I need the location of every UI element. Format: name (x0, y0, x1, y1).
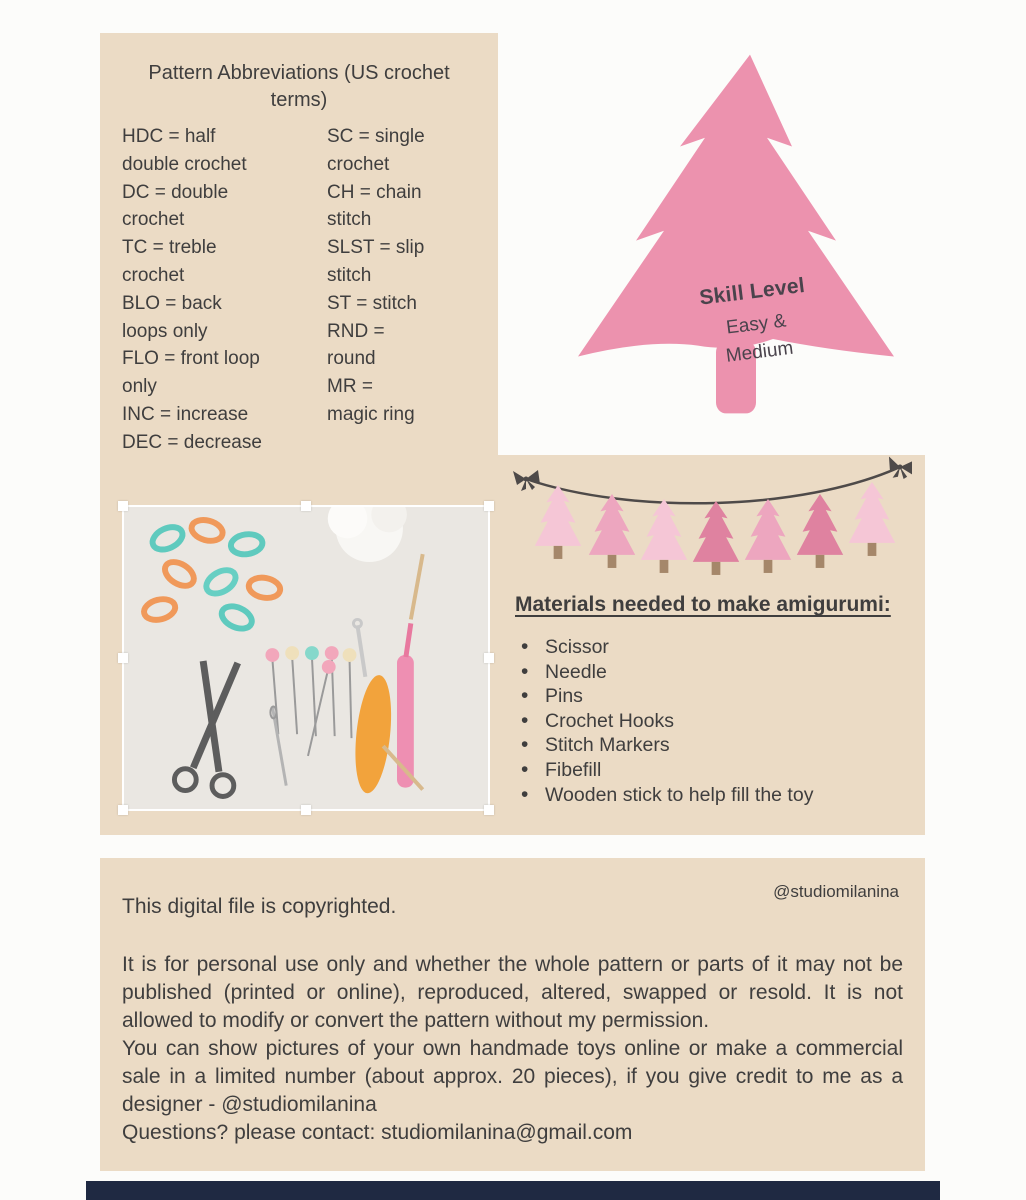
photo-handle (484, 805, 494, 815)
garland-tree (589, 494, 635, 568)
abbreviation-item: BLO = back loops only (122, 292, 222, 342)
abbreviation-item: TC = treble crochet (122, 237, 217, 286)
copyright-paragraph: You can show pictures of your own handmade toys online or make a commercial sale in a limited number (about approx. 20 pieces), if you give credit to me as a designer - @studiomilanina (122, 1037, 903, 1116)
materials-list-item: • Scissor (519, 635, 813, 660)
photo-handle (301, 501, 311, 511)
materials-list-item: • Fibefill (519, 758, 813, 783)
materials-list-item: • Stitch Markers (519, 733, 813, 758)
garland-tree (797, 494, 843, 568)
abbreviation-item: HDC = half double crochet (122, 126, 247, 175)
abbreviation-item: DC = double crochet (122, 181, 229, 231)
materials-list-item: • Needle (519, 660, 813, 685)
abbreviation-item: RND = round (327, 320, 385, 370)
footer-bar (86, 1181, 940, 1200)
materials-list-item: • Crochet Hooks (519, 709, 813, 734)
abbreviation-item: SLST = slip stitch (327, 237, 425, 286)
materials-title: Materials needed to make amigurumi: (515, 593, 891, 616)
copyright-contact: Questions? please contact: studiomilanina@gmail.com (122, 1121, 633, 1144)
abbreviations-left-column (122, 123, 270, 457)
garland-tree (535, 485, 581, 559)
photo-handle (484, 501, 494, 511)
abbreviations-panel (100, 33, 498, 457)
tree-garland (512, 453, 912, 595)
abbreviations-columns (122, 123, 498, 457)
abbreviations-right-column (327, 123, 427, 457)
garland-tree (693, 501, 739, 575)
garland-tree (849, 482, 895, 556)
instagram-handle: @studiomilanina (773, 882, 899, 901)
garland-tree (641, 499, 687, 573)
abbreviation-item: SC = single crochet (327, 126, 425, 175)
garland-string (526, 467, 900, 503)
materials-list-item: • Wooden stick to help fill the toy (519, 783, 813, 808)
abbreviation-item: CH = chain stitch (327, 181, 422, 231)
abbreviation-item: ST = stitch (327, 292, 417, 314)
abbreviation-item: DEC = decrease (122, 431, 262, 453)
copyright-paragraph: It is for personal use only and whether the whole pattern or parts of it may not be published (printed or online), reproduced, altered, swapped or resold. It is not allowed to modify or convert the pattern without my permission. (122, 953, 903, 1032)
photo-background (124, 509, 488, 808)
abbreviation-item: INC = increase (122, 403, 249, 425)
skill-level-label: Skill Level (698, 273, 807, 310)
materials-panel (100, 455, 925, 835)
copyright-panel (100, 858, 925, 1171)
photo-handle (118, 501, 128, 511)
photo-handle (118, 653, 128, 663)
abbreviations-title: Pattern Abbreviations (US crochet terms) (148, 62, 450, 111)
photo-handle (301, 805, 311, 815)
photo-handle (118, 805, 128, 815)
garland-bow-left (513, 470, 540, 491)
materials-photo-image (124, 507, 488, 809)
materials-list-item: • Pins (519, 684, 813, 709)
skill-level-value: Easy & Medium (724, 310, 795, 367)
skill-level-tree (558, 48, 910, 420)
garland-tree (745, 499, 791, 573)
materials-list (519, 635, 813, 807)
abbreviation-item: MR = magic ring (327, 376, 415, 425)
abbreviation-item: FLO = front loop only (122, 348, 260, 398)
copyright-intro: This digital file is copyrighted. (122, 895, 397, 918)
materials-photo (122, 505, 490, 811)
garland-bow-right (885, 455, 912, 481)
photo-handle (484, 653, 494, 663)
